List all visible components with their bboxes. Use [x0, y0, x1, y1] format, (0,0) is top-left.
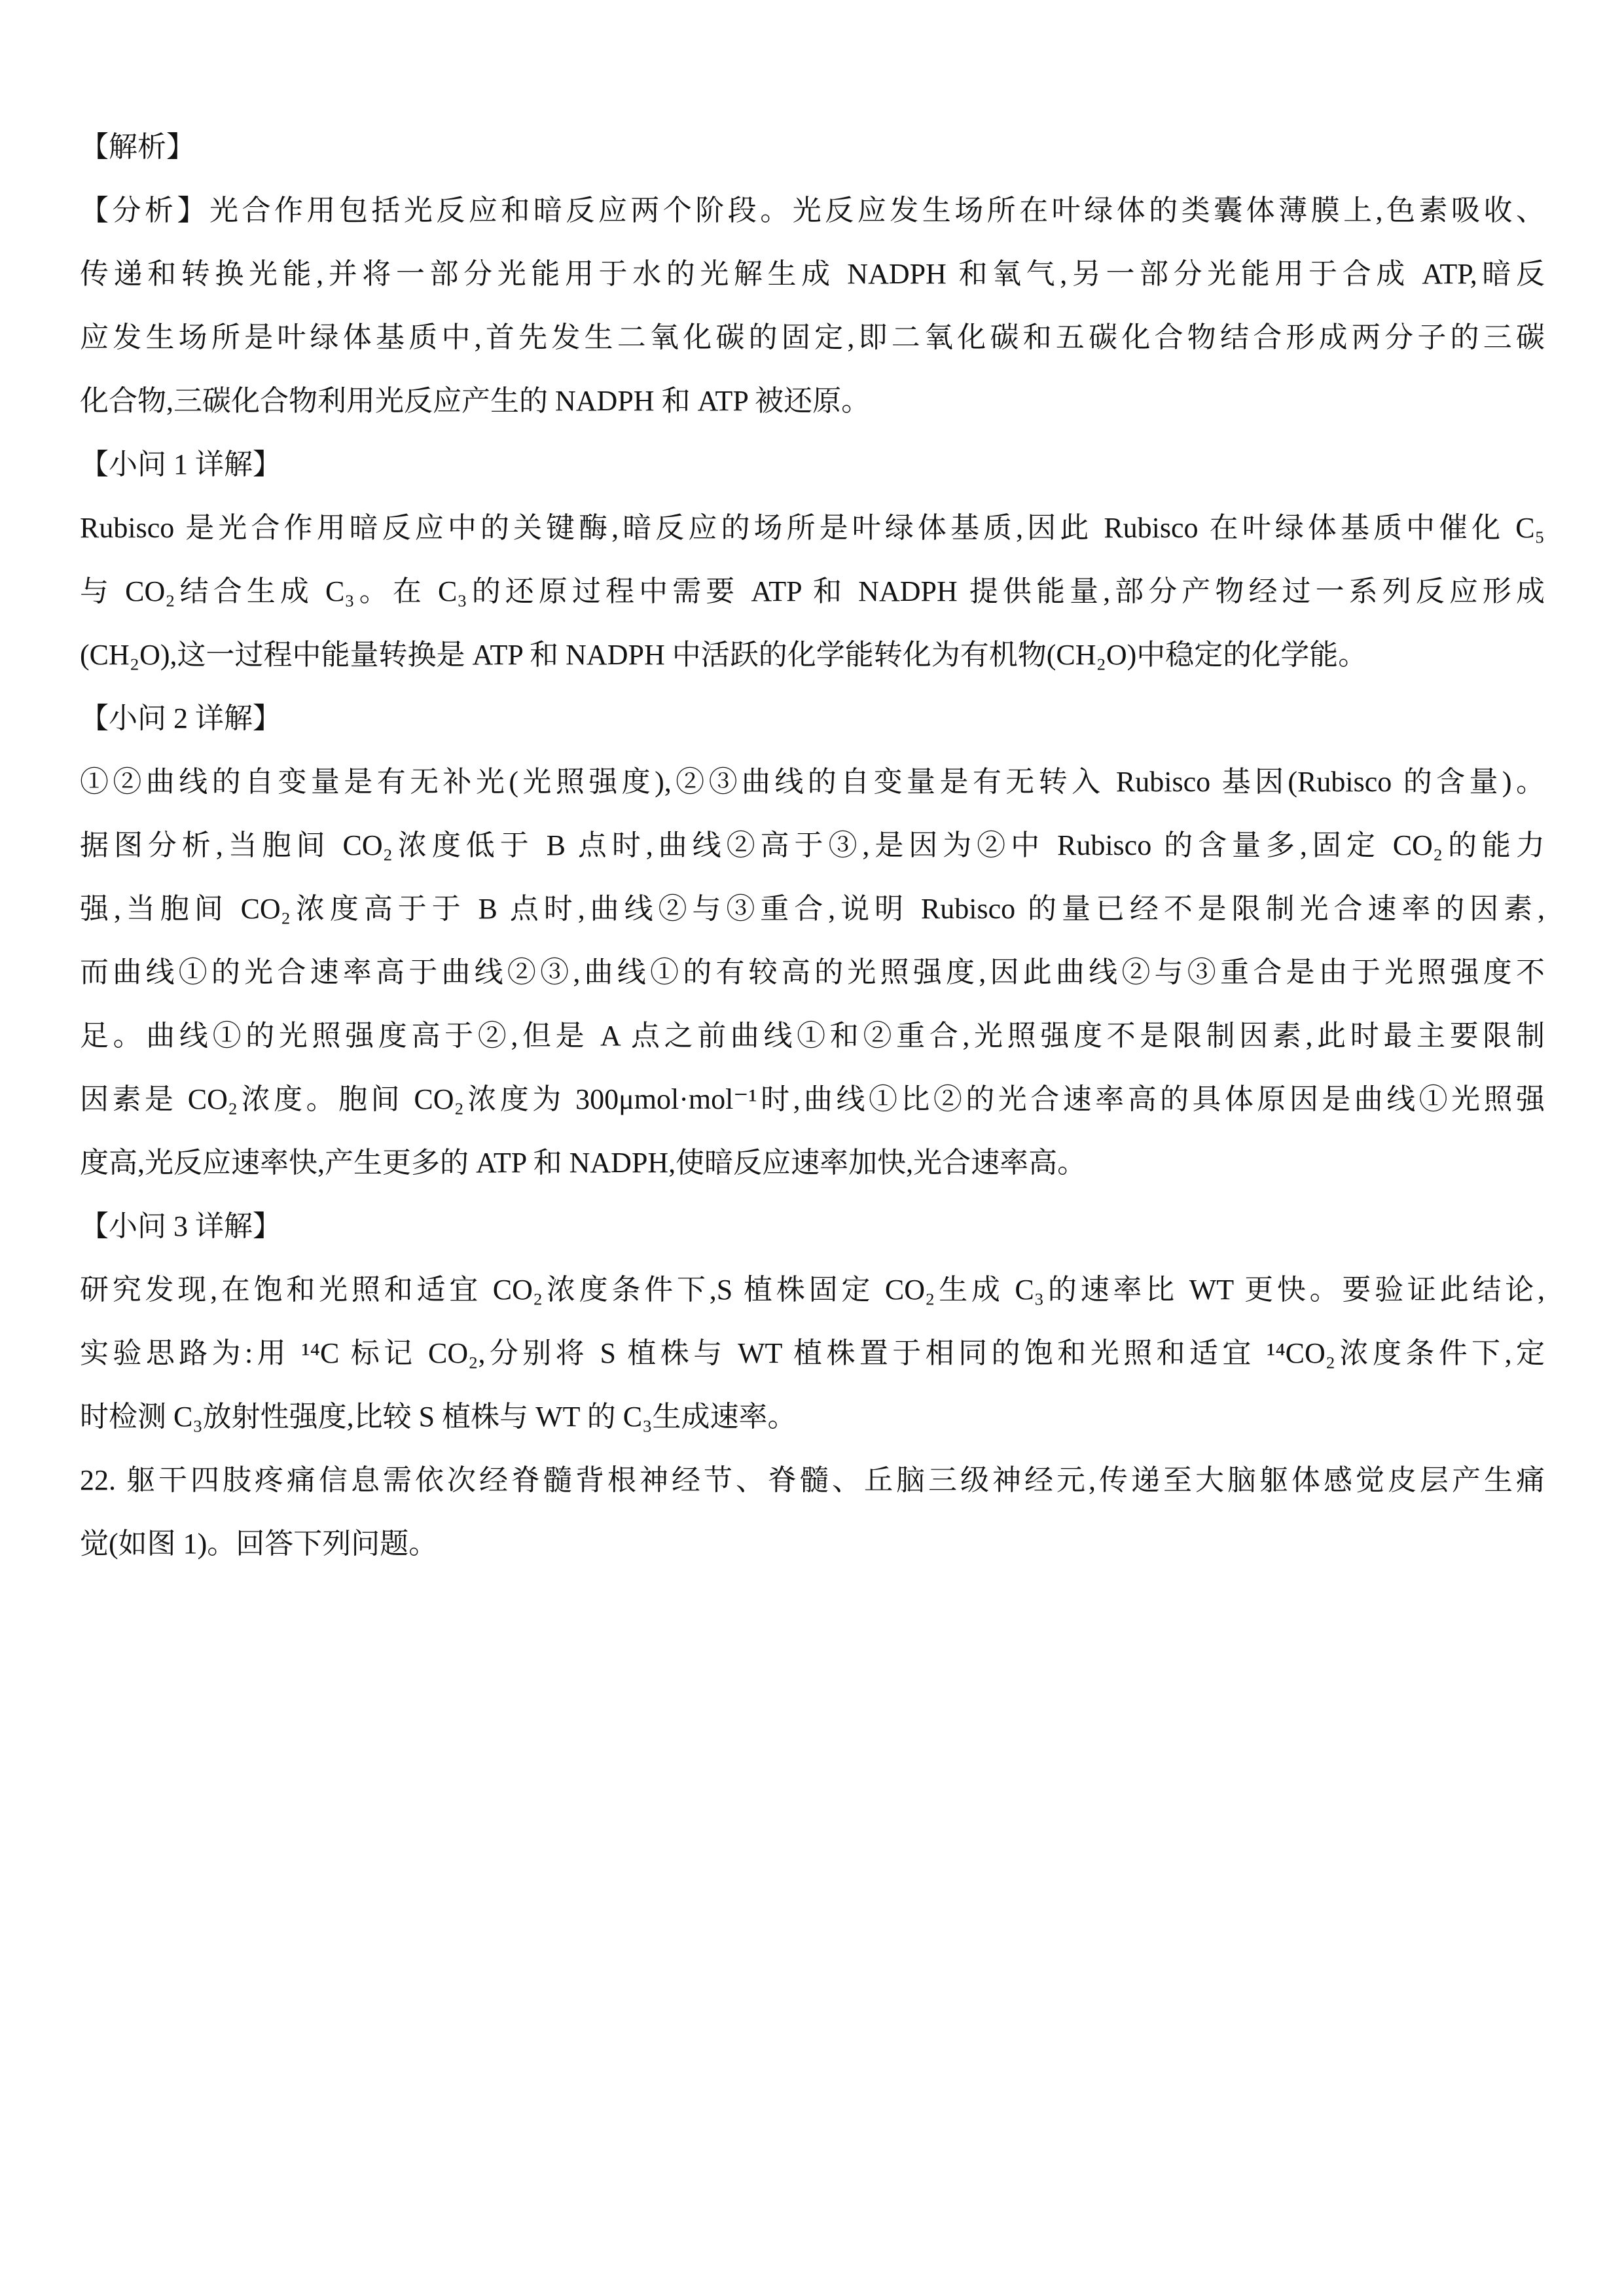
xiaowen-2-line: 度高,光反应速率快,产生更多的 ATP 和 NADPH,使暗反应速率加快,光合速率高。 [80, 1147, 1087, 1179]
analysis-line: 传递和转换光能,并将一部分光能用于水的光解生成 NADPH 和氧气,另一部分光能用于合成 ATP,暗反 [80, 258, 1545, 290]
analysis-line: 应发生场所是叶绿体基质中,首先发生二氧化碳的固定,即二氧化碳和五碳化合物结合形成两分子的三碳 [80, 321, 1545, 353]
heading-xiaowen-2: 【小问 2 详解】 [80, 702, 281, 734]
xiaowen-2-line: ①②曲线的自变量是有无补光(光照强度),②③曲线的自变量是有无转入 Rubisco 基因(Rubisco 的含量)。 [80, 766, 1545, 798]
heading-xiaowen-3: 【小问 3 详解】 [80, 1210, 281, 1242]
xiaowen-3-line: 时检测 C₃放射性强度,比较 S 植株与 WT 的 C₃生成速率。 [80, 1401, 797, 1433]
xiaowen-2-line: 强,当胞间 CO₂浓度高于于 B 点时,曲线②与③重合,说明 Rubisco 的量已经不是限制光合速率的因素, [80, 893, 1545, 925]
xiaowen-3-line: 实验思路为:用 ¹⁴C 标记 CO₂,分别将 S 植株与 WT 植株置于相同的饱和光照和适宜 ¹⁴CO₂浓度条件下,定 [80, 1337, 1545, 1369]
xiaowen-2-line: 足。曲线①的光照强度高于②,但是 A 点之前曲线①和②重合,光照强度不是限制因素,此时最主要限制 [80, 1020, 1545, 1052]
xiaowen-2-line: 据图分析,当胞间 CO₂浓度低于 B 点时,曲线②高于③,是因为②中 Rubisco 的含量多,固定 CO₂的能力 [80, 829, 1545, 861]
xiaowen-1-line: 与 CO₂结合生成 C₃。在 C₃的还原过程中需要 ATP 和 NADPH 提供能量,部分产物经过一系列反应形成 [80, 575, 1545, 607]
xiaowen-2-line: 而曲线①的光合速率高于曲线②③,曲线①的有较高的光照强度,因此曲线②与③重合是由于光照强度不 [80, 956, 1545, 988]
heading-xiaowen-1: 【小问 1 详解】 [80, 448, 281, 480]
analysis-line: 化合物,三碳化合物利用光反应产生的 NADPH 和 ATP 被还原。 [80, 385, 871, 417]
xiaowen-2-line: 因素是 CO₂浓度。胞间 CO₂浓度为 300μmol·mol⁻¹时,曲线①比②的光合速率高的具体原因是曲线①光照强 [80, 1083, 1545, 1115]
question-22-line: 22. 躯干四肢疼痛信息需依次经脊髓背根神经节、脊髓、丘脑三级神经元,传递至大脑躯体感觉皮层产生痛 [80, 1464, 1545, 1496]
xiaowen-1-line: (CH₂O),这一过程中能量转换是 ATP 和 NADPH 中活跃的化学能转化为有机物(CH₂O)中稳定的化学能。 [80, 639, 1367, 671]
xiaowen-1-line: Rubisco 是光合作用暗反应中的关键酶,暗反应的场所是叶绿体基质,因此 Rubisco 在叶绿体基质中催化 C₅ [80, 512, 1545, 544]
heading-jiexi: 【解析】 [80, 131, 195, 163]
xiaowen-3-line: 研究发现,在饱和光照和适宜 CO₂浓度条件下,S 植株固定 CO₂生成 C₃的速率比 WT 更快。要验证此结论, [80, 1274, 1545, 1306]
analysis-line: 【分析】光合作用包括光反应和暗反应两个阶段。光反应发生场所在叶绿体的类囊体薄膜上,色素吸收、 [80, 194, 1545, 226]
question-22-line: 觉(如图 1)。回答下列问题。 [80, 1528, 438, 1560]
